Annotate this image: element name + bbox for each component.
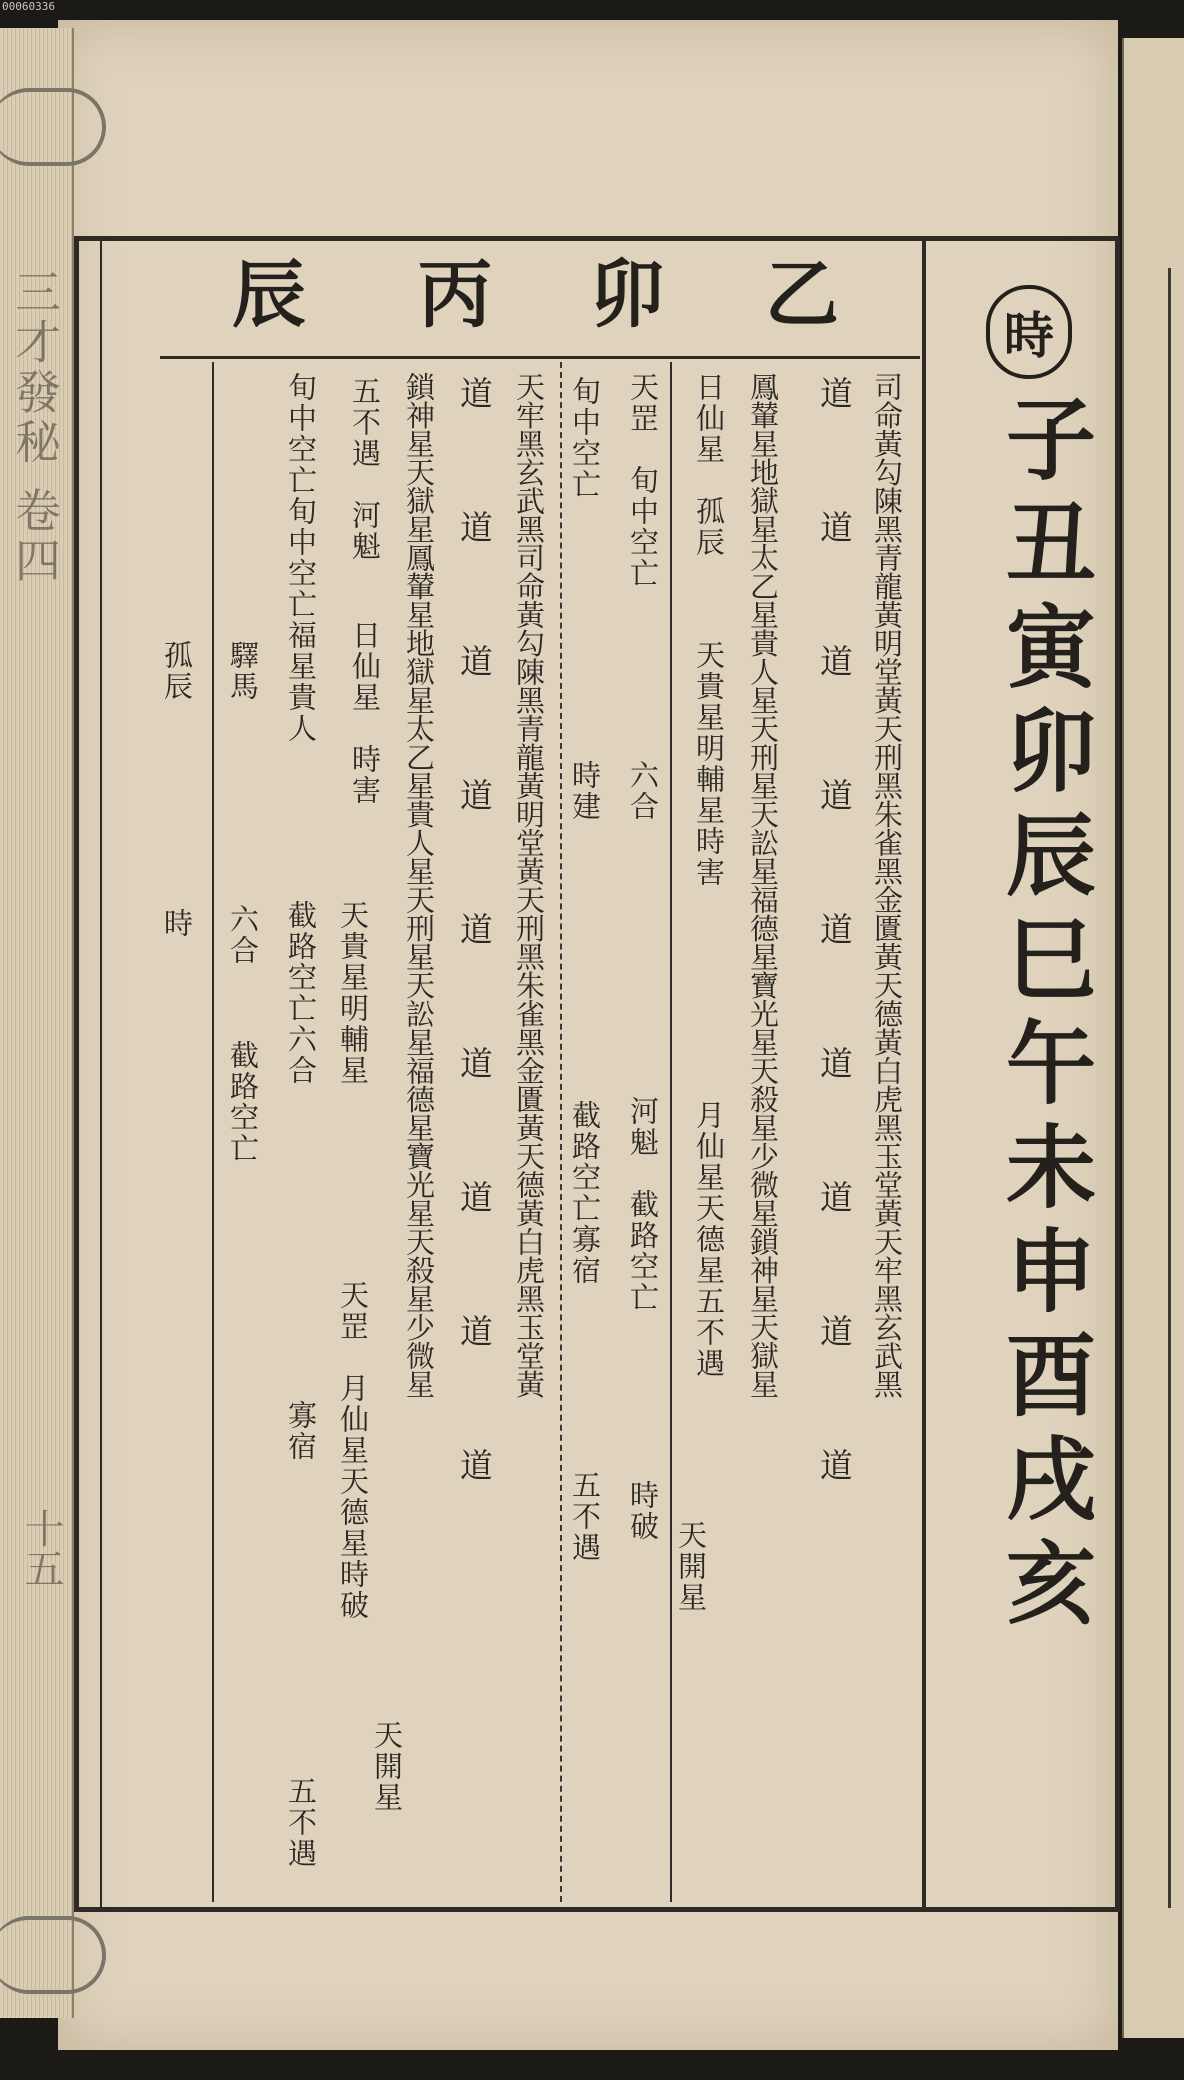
column-separator-2 — [212, 362, 214, 1902]
col-10e: 天開星 — [370, 1720, 404, 1813]
page-id-label: 00060336 — [2, 0, 55, 13]
col-11d: 五不遇 — [284, 1776, 318, 1869]
col-13a: 孤辰 — [160, 640, 194, 702]
next-page-edge — [1122, 38, 1184, 2038]
stack-page-number: 十五 — [18, 1508, 64, 1588]
col-5b: 六合 — [626, 760, 660, 822]
col-12b: 六合 — [226, 904, 260, 966]
inner-left-rule — [100, 240, 102, 1908]
next-page-rule — [1168, 268, 1171, 1908]
binding-clip-top — [0, 88, 106, 166]
col-6c: 截路空亡寡宿 — [568, 1100, 602, 1286]
header-stem-3: 丙 — [418, 252, 492, 338]
col-6d: 五不遇 — [568, 1470, 602, 1563]
page-edge-stack — [0, 28, 74, 2018]
col-11c: 寡宿 — [284, 1400, 318, 1462]
header-stem-4: 辰 — [232, 252, 306, 338]
dashed-separator — [560, 362, 562, 1902]
col-11b: 截路空亡六合 — [284, 900, 318, 1086]
col-10a: 五不遇 河魁 — [348, 376, 382, 562]
col-11a: 旬中空亡旬中空亡福星貴人 — [284, 372, 318, 744]
header-stem-2: 卯 — [590, 252, 664, 338]
col-6b: 時建 — [568, 760, 602, 822]
binding-clip-bottom — [0, 1916, 106, 1994]
col-10b: 日仙星 時害 — [348, 620, 382, 806]
col-12c: 截路空亡 — [226, 1040, 260, 1164]
col-2: 道 道 道 道 道 道 道 道 道 — [815, 376, 854, 1515]
col-13b: 時 — [160, 908, 194, 939]
col-3: 鳳輦星地獄星太乙星貴人星天刑星天訟星福德星寶光星天殺星少微星鎖神星天獄星 — [746, 372, 780, 1398]
header-divider — [160, 356, 920, 359]
panel-separator — [922, 240, 926, 1908]
col-6a: 旬中空亡 — [568, 376, 602, 500]
col-8: 道 道 道 道 道 道 道 道 道 — [455, 376, 494, 1515]
col-1: 司命黃勾陳黑青龍黃明堂黃天刑黑朱雀黑金匱黃天德黃白虎黑玉堂黃天牢黑玄武黑 — [870, 372, 904, 1398]
col-7: 天牢黑玄武黑司命黃勾陳黑青龍黃明堂黃天刑黑朱雀黑金匱黃天德黃白虎黑玉堂黃 — [512, 372, 546, 1398]
col-12a: 驛馬 — [226, 640, 260, 702]
col-5c: 河魁 截路空亡 — [626, 1096, 660, 1313]
column-separator-1 — [670, 362, 672, 1902]
hour-badge: 時 — [986, 285, 1072, 379]
header-stem-1: 乙 — [765, 252, 839, 338]
col-4b: 天貴星明輔星時害 — [692, 640, 726, 888]
col-10d: 天罡 月仙星天德星時破 — [336, 1280, 370, 1621]
col-4c: 月仙星天德星五不遇 — [692, 1100, 726, 1379]
stack-text: 三才發秘 卷四 — [8, 268, 62, 587]
hour-branches: 子丑寅卯辰巳午未申酉戌亥 — [990, 392, 1096, 1640]
col-10c: 天貴星明輔星 — [336, 900, 370, 1086]
col-4d: 天開星 — [674, 1520, 708, 1613]
col-5a: 天罡 旬中空亡 — [626, 372, 660, 589]
col-5d: 時破 — [626, 1480, 660, 1542]
col-4a: 日仙星 孤辰 — [692, 372, 726, 558]
col-9: 鎖神星天獄星鳳輦星地獄星太乙星貴人星天刑星天訟星福德星寶光星天殺星少微星 — [402, 372, 436, 1398]
